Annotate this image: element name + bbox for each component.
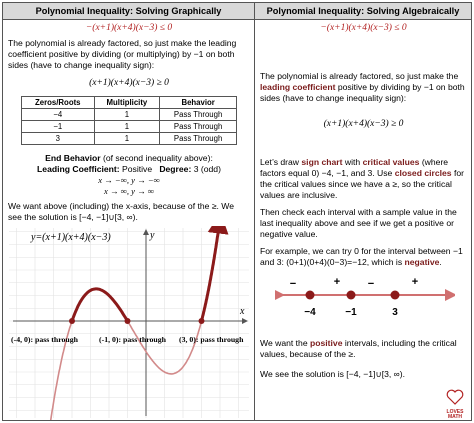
table-cell: −1 [22,121,95,133]
table-row [22,121,237,133]
table-cell: Pass Through [160,109,237,121]
graph-equation: y=(x+1)(x+4)(x−3) [31,232,111,243]
positive-a: We want the [260,338,308,348]
left-header: Polynomial Inequality: Solving Graphically [3,3,254,20]
table-header-row [22,97,237,109]
positive-term: positive [310,338,343,348]
heart-icon [446,389,464,405]
root-point [199,318,205,324]
right-positive-inequality: (x+1)(x+4)(x−3) ≥ 0 [323,119,404,129]
sign-interval-2: + [333,276,341,288]
roots-table [21,96,237,145]
critical-point-neg1 [347,291,356,300]
table-row [22,133,237,145]
table-row [22,109,237,121]
positive-text [260,338,467,360]
degree-value: 3 (odd) [193,164,221,174]
negative-term: negative [404,257,440,267]
sign-chart-c: with [344,157,361,167]
above-text: We want above (including) the x-axis, because of the ≥. We see the solution is [−4, −1]∪[3, ∞). [8,201,235,222]
leading-coefficient-term: leading coefficient [260,82,336,92]
graphical-column [3,3,255,420]
callout-root-neg4: (-4, 0): pass through [11,335,79,344]
table-header: Zeros/Roots [22,97,95,109]
limit-positive: x → ∞, y → ∞ [104,186,154,196]
table-cell: 1 [94,121,160,133]
table-cell: 3 [22,133,95,145]
right-inequality: −(x+1)(x+4)(x−3) ≤ 0 [320,23,407,33]
leading-coefficient-line [8,164,250,175]
table-cell: Pass Through [160,133,237,145]
sign-chart-term: sign chart [301,157,343,167]
callout-root-3: (3, 0): pass through [179,335,244,344]
table-header: Multiplicity [94,97,160,109]
closed-circles-term: closed circles [394,168,452,178]
sign-chart-text [260,157,467,201]
end-behavior-line [8,153,250,164]
critical-label-neg1: −1 [345,307,357,318]
critical-label-3: 3 [392,307,398,318]
sign-interval-3: − [367,278,375,290]
right-intro [260,71,467,104]
end-behavior-note: (of second inequality above): [102,153,213,163]
degree-label: Degree: [159,164,192,174]
end-behavior-title: End Behavior [45,153,101,163]
sign-chart-g: for the critical values since we have a ≥, so the critical values are inclusive. [260,168,465,200]
solution-text: We see the solution is [−4, −1]∪[3, ∞). [260,369,406,379]
logo [441,389,469,420]
limit-negative: x → −∞, y → −∞ [98,175,160,185]
algebraic-column [255,3,471,420]
critical-label-neg4: −4 [304,307,316,318]
polynomial-graph [7,226,251,420]
y-axis-label: y [150,230,155,241]
intro-a: The polynomial is already factored, so just make the [260,71,459,81]
positive-c: intervals, including the critical values, because of the ≥. [260,338,457,359]
check-text: Then check each interval with a sample value in the last inequality above and see if we get a positive or negative value. [260,207,457,239]
table-cell: 1 [94,133,160,145]
left-intro: The polynomial is already factored, so just make the leading coefficient positive by dividing (or multiplying) by −1 on both sides (have to change inequality sign): [8,38,237,70]
worksheet [2,2,472,421]
table-header: Behavior [160,97,237,109]
example-text: For example, we can try 0 for the interval between −1 and 3: (0+1)(0+4)(0−3)=−12, which is negative. [260,246,463,267]
leading-coef-value: Positive [122,164,153,174]
sign-chart [275,273,455,325]
sign-interval-1: − [289,278,297,290]
critical-values-term: critical values [362,157,420,167]
intro-c: positive by dividing by −1 on both sides (have to change inequality sign): [260,82,465,103]
sign-interval-4: + [411,276,419,288]
table-cell: 1 [94,109,160,121]
root-point [69,318,75,324]
x-axis-label: x [240,306,245,317]
sign-chart-a: Let’s draw [260,157,300,167]
left-inequality: −(x+1)(x+4)(x−3) ≤ 0 [85,23,173,33]
curve-above-right [202,226,220,321]
left-positive-inequality: (x+1)(x+4)(x−3) ≥ 0 [89,78,169,88]
sign-chart-e: (where factors equal 0) −4, −1, and 3. Use [260,157,449,178]
root-point [125,318,131,324]
logo-text: LOVES MATH [446,409,464,420]
critical-point-neg4 [306,291,315,300]
critical-point-3 [391,291,400,300]
leading-coef-label: Leading Coefficient: [37,164,120,174]
table-cell: Pass Through [160,121,237,133]
curve-above-middle [72,289,128,321]
callout-root-neg1: (-1, 0): pass through [99,335,167,344]
example-body: For example, we can try 0 for the interval between −1 and 3: (0+1)(0+4)(0−3)=−12, which is [260,246,463,267]
table-cell: −4 [22,109,95,121]
right-header: Polynomial Inequality: Solving Algebraically [255,3,471,20]
